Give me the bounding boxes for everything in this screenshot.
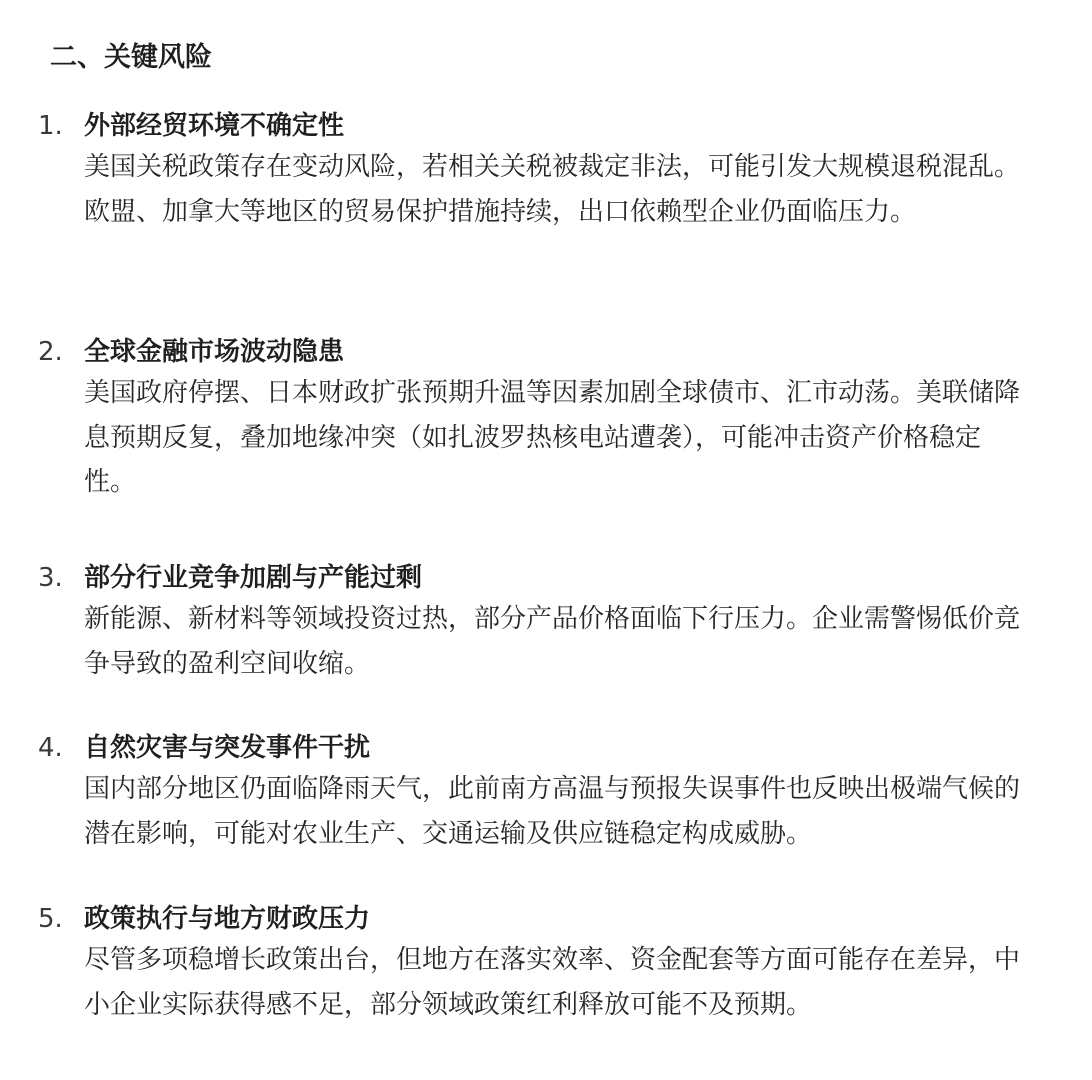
risk-heading: 部分行业竞争加剧与产能过剩 [84, 563, 423, 593]
risk-number: 4. [38, 733, 63, 763]
risk-body: 新能源、新材料等领域投资过热，部分产品价格面临下行压力。企业需警惕低价竞争导致的盈利空间收缩。 [84, 604, 1021, 679]
risk-body: 美国关税政策存在变动风险，若相关关税被裁定非法，可能引发大规模退税混乱。欧盟、加拿大等地区的贸易保护措施持续，出口依赖型企业仍面临压力。 [84, 152, 1021, 227]
risk-heading: 外部经贸环境不确定性 [84, 111, 345, 141]
risk-body: 美国政府停摆、日本财政扩张预期升温等因素加剧全球债市、汇市动荡。美联储降息预期反复，叠加地缘冲突（如扎波罗热核电站遭袭），可能冲击资产价格稳定性。 [84, 378, 1021, 497]
risk-heading: 全球金融市场波动隐患 [84, 337, 345, 367]
risk-body: 尽管多项稳增长政策出台，但地方在落实效率、资金配套等方面可能存在差异，中小企业实际获得感不足，部分领域政策红利释放可能不及预期。 [84, 945, 1021, 1020]
risk-heading: 自然灾害与突发事件干扰 [84, 733, 371, 763]
risk-number: 1. [38, 111, 63, 141]
risk-heading: 政策执行与地方财政压力 [84, 904, 371, 934]
risk-body: 国内部分地区仍面临降雨天气，此前南方高温与预报失误事件也反映出极端气候的潜在影响，可能对农业生产、交通运输及供应链稳定构成威胁。 [84, 774, 1021, 849]
risk-number: 2. [38, 337, 63, 367]
risk-number: 5. [38, 904, 63, 934]
risk-number: 3. [38, 563, 63, 593]
section-title: 二、关键风险 [50, 42, 212, 73]
